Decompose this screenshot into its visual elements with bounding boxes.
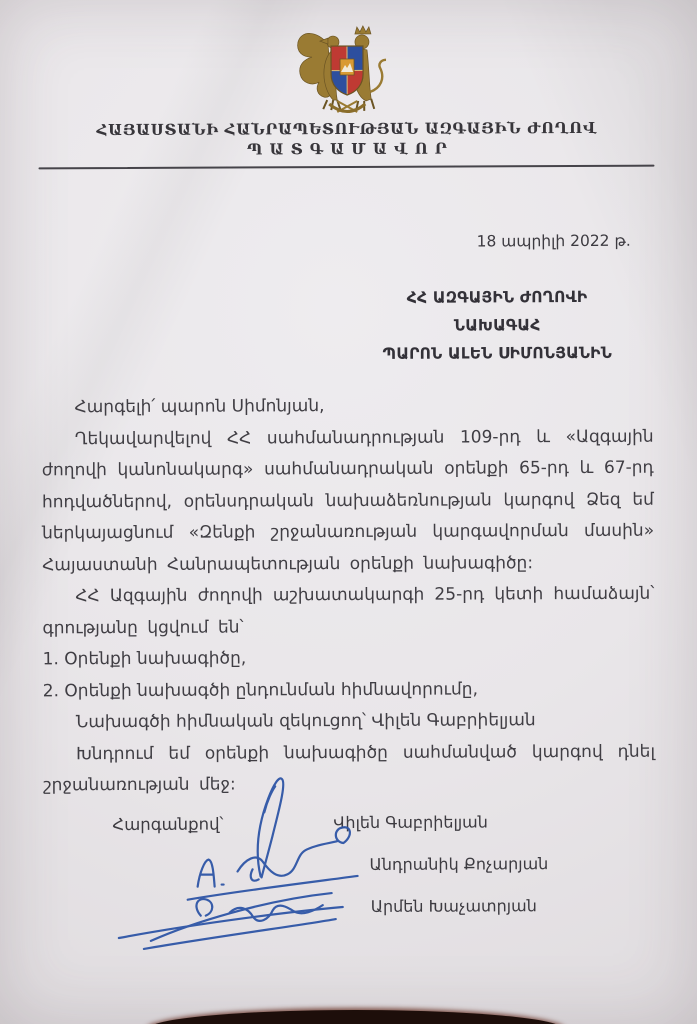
letterhead-divider [38,165,654,170]
salutation: Հարգելի՛ պարոն Սիմոնյան, [74,396,325,418]
signature-stroke-armen [119,893,343,949]
signature-stroke-andranik [187,827,357,900]
signer-name-1: Վիլեն Գաբրիելյան [333,812,488,833]
armenia-coat-of-arms-icon [286,22,406,123]
closing-request: Խնդրում եմ օրենքի նախագիծը սահմանված կարգով դնել շրջանառության մեջ: [43,741,656,796]
letterhead-org-name: ՀԱՅԱՍՏԱՆԻ ՀԱՆՐԱՊԵՏՈՒԹՅԱՆ ԱԶԳԱՅԻՆ ԺՈՂՈՎ [96,118,598,140]
addressee-name: ՊԱՐՈՆ ԱԼԵՆ ՍԻՄՈՆՅԱՆԻՆ [382,343,613,363]
closing-salutation: Հարգանքով՝ [112,814,224,835]
addressee-title: ՀՀ ԱԶԳԱՅԻՆ ԺՈՂՈՎԻ ՆԱԽԱԳԱՀ [406,287,588,335]
attachment-item-2: 2. Օրենքի նախագծի ընդունման հիմնավորումը, [42,678,479,701]
rapporteur-line: Նախագծի հիմնական զեկուցող՝ Վիլեն Գաբրիելյան [75,710,536,733]
letterhead-deputy-title: ՊԱՏԳԱՄԱՎՈՐ [246,139,454,159]
signer-name-2: Անդրանիկ Քոչարյան [369,854,549,874]
attachment-item-1: 1. Օրենքի նախագիծը, [42,648,247,670]
addressee-block [377,283,617,368]
signer-name-3: Արմեն Խաչատրյան [370,896,537,916]
paragraph-legal-basis: Ղեկավարվելով ՀՀ սահմանադրության 109-րդ և «Ազգային ժողովի կանոնակարգ» սահմանադրական օրենքի 65-րդ և 67-րդ հոդվածներով, օրենսդրական նախաձեռնության կարգով Ձեզ եմ ներկայացնում «Զենքի շրջանառության կարգավորման մասին» Հայաստանի Հանրապետության օրենքի նախագիծը: [41,426,655,575]
letter-body [41,390,655,802]
letter-date: 18 ապրիլի 2022 թ. [476,231,631,251]
paragraph-attachments-intro: ՀՀ Ազգային ժողովի աշխատակարգի 25-րդ կետի համաձայն՝ գրությանը կցվում են՝ [42,583,655,638]
